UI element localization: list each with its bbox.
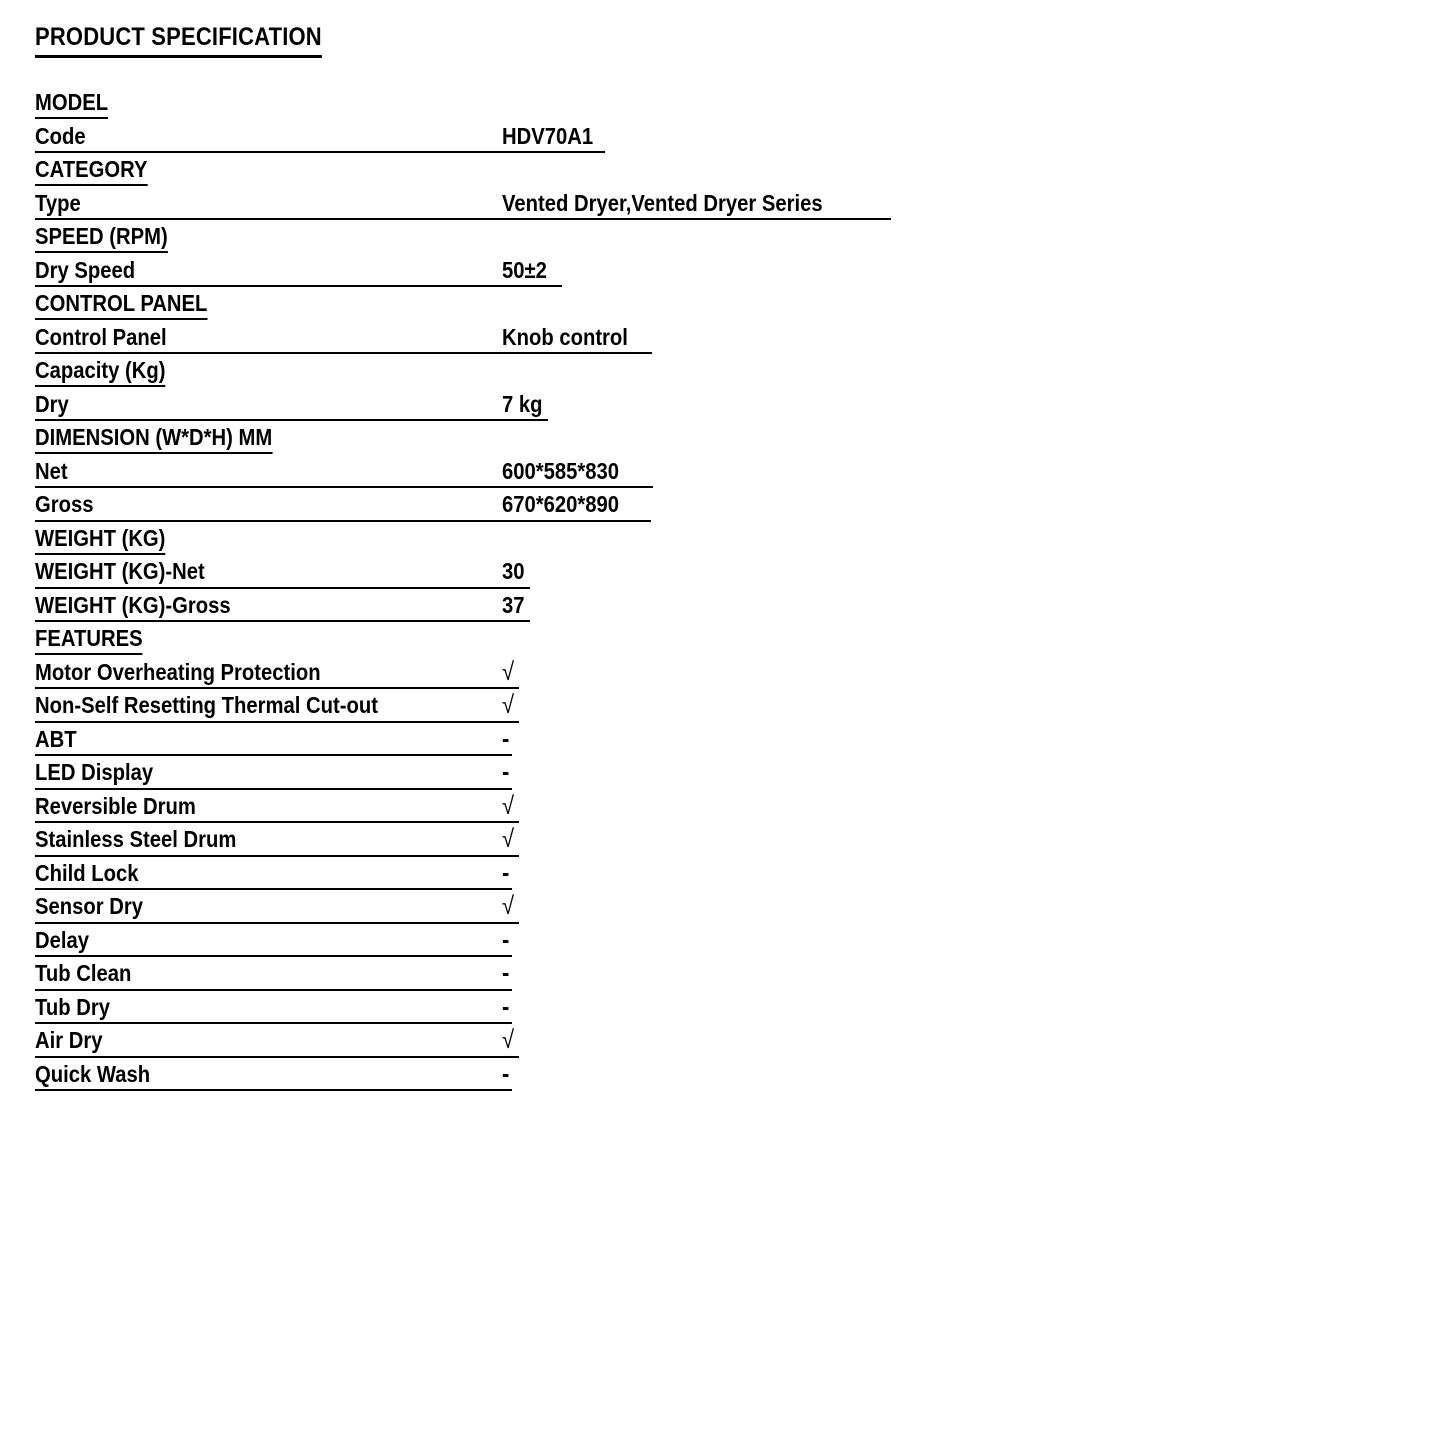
spec-value: Vented Dryer,Vented Dryer Series	[502, 189, 823, 216]
spec-value: HDV70A1	[502, 122, 594, 149]
spec-row	[0, 725, 1440, 759]
spec-row	[0, 591, 1440, 625]
row-underline	[35, 486, 653, 488]
checkmark-icon: √	[502, 892, 515, 920]
spec-label: Stainless Steel Drum	[35, 826, 237, 852]
section-header-label: MODEL	[35, 88, 108, 119]
spec-label: Gross	[35, 491, 94, 517]
row-underline	[35, 1056, 519, 1058]
section-header-label: WEIGHT (KG)	[35, 524, 165, 555]
spec-row	[0, 926, 1440, 960]
spec-label: Dry	[35, 390, 69, 417]
spec-label: Non-Self Resetting Thermal Cut-out	[35, 692, 378, 718]
section-header-label: CONTROL PANEL	[35, 289, 207, 320]
row-underline	[35, 1022, 512, 1024]
spec-value: 670*620*890	[502, 491, 620, 517]
not-available-dash: -	[502, 724, 510, 753]
spec-label: Sensor Dry	[35, 893, 143, 919]
checkmark-icon: √	[502, 691, 515, 719]
spec-value: 600*585*830	[502, 457, 620, 484]
not-available-dash: -	[502, 992, 510, 1021]
section-header-row	[0, 289, 1440, 323]
spec-value: 37	[502, 591, 525, 618]
row-underline	[35, 285, 562, 287]
spec-label: Code	[35, 122, 86, 149]
spec-row	[0, 323, 1440, 357]
row-underline	[35, 587, 530, 589]
section-header-label: CATEGORY	[35, 155, 147, 186]
not-available-dash: -	[502, 1059, 510, 1088]
spec-row	[0, 825, 1440, 859]
section-header-label: FEATURES	[35, 624, 143, 655]
spec-label: Tub Clean	[35, 960, 132, 986]
section-header-row	[0, 155, 1440, 189]
not-available-dash: -	[502, 758, 510, 786]
spec-row	[0, 1026, 1440, 1060]
row-underline	[35, 788, 512, 790]
row-underline	[35, 1089, 512, 1091]
row-underline	[35, 352, 652, 354]
spec-row	[0, 256, 1440, 290]
row-underline	[35, 520, 651, 522]
spec-row	[0, 122, 1440, 156]
spec-row	[0, 658, 1440, 692]
spec-value: Knob control	[502, 323, 628, 350]
row-underline	[35, 721, 519, 723]
spec-label: ABT	[35, 725, 77, 752]
spec-row	[0, 490, 1440, 524]
page-title	[35, 22, 322, 58]
section-header-label: Capacity (Kg)	[35, 356, 165, 387]
spec-row	[0, 390, 1440, 424]
spec-row	[0, 859, 1440, 893]
spec-label: Net	[35, 457, 68, 484]
spec-row	[0, 189, 1440, 223]
spec-value: 30	[502, 558, 525, 584]
row-underline	[35, 821, 519, 823]
spec-row	[0, 557, 1440, 591]
row-underline	[35, 218, 891, 220]
spec-row	[0, 792, 1440, 826]
spec-label: Child Lock	[35, 859, 139, 886]
spec-row	[0, 993, 1440, 1027]
spec-label: Type	[35, 189, 81, 216]
section-header-row	[0, 524, 1440, 558]
spec-label: Delay	[35, 926, 90, 953]
section-header-row	[0, 356, 1440, 390]
row-underline	[35, 955, 512, 957]
specification-table	[0, 88, 1440, 1093]
section-header-row	[0, 222, 1440, 256]
spec-label: Reversible Drum	[35, 792, 196, 819]
spec-row	[0, 892, 1440, 926]
checkmark-icon: √	[502, 1026, 515, 1054]
section-header-label: SPEED (RPM)	[35, 222, 168, 253]
checkmark-icon: √	[502, 657, 515, 686]
page-title-text: PRODUCT SPECIFICATION	[35, 22, 322, 58]
spec-label: Air Dry	[35, 1027, 103, 1053]
row-underline	[35, 754, 512, 756]
section-header-row	[0, 423, 1440, 457]
spec-label: Tub Dry	[35, 993, 110, 1020]
row-underline	[35, 687, 519, 689]
spec-label: Motor Overheating Protection	[35, 658, 321, 685]
spec-label: LED Display	[35, 759, 154, 785]
row-underline	[35, 620, 530, 622]
row-underline	[35, 151, 605, 153]
row-underline	[35, 855, 519, 857]
checkmark-icon: √	[502, 791, 515, 820]
spec-row	[0, 959, 1440, 993]
spec-row	[0, 691, 1440, 725]
section-header-label: DIMENSION (W*D*H) MM	[35, 423, 272, 454]
spec-label: WEIGHT (KG)-Gross	[35, 591, 231, 618]
not-available-dash: -	[502, 858, 510, 887]
not-available-dash: -	[502, 959, 510, 987]
row-underline	[35, 419, 548, 421]
spec-value: 7 kg	[502, 390, 543, 417]
spec-row	[0, 758, 1440, 792]
checkmark-icon: √	[502, 825, 515, 853]
not-available-dash: -	[502, 925, 510, 954]
spec-label: WEIGHT (KG)-Net	[35, 558, 205, 584]
spec-row	[0, 1060, 1440, 1094]
spec-label: Dry Speed	[35, 256, 136, 283]
row-underline	[35, 989, 512, 991]
row-underline	[35, 922, 519, 924]
section-header-row	[0, 88, 1440, 122]
row-underline	[35, 888, 512, 890]
spec-row	[0, 457, 1440, 491]
spec-label: Control Panel	[35, 323, 167, 350]
spec-label: Quick Wash	[35, 1060, 151, 1087]
section-header-row	[0, 624, 1440, 658]
spec-value: 50±2	[502, 256, 547, 283]
